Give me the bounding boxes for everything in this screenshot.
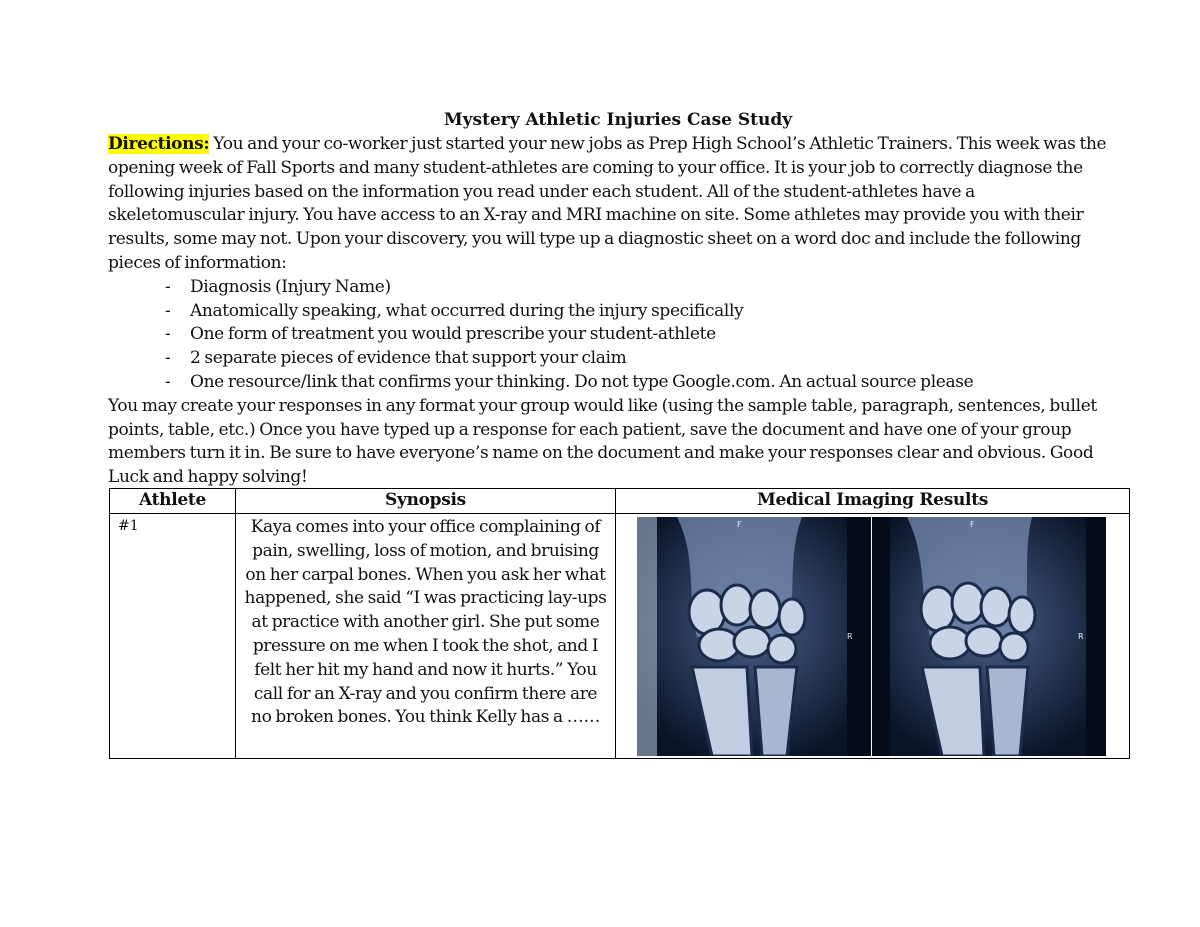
directions-paragraph [108,133,1108,276]
list-item-text: Diagnosis (Injury Name) [190,276,391,297]
page-title: Mystery Athletic Injuries Case Study [443,110,793,130]
list-item-text: One form of treatment you would prescribe your student-athlete [190,324,716,345]
directions-label: Directions: [108,134,210,154]
imaging-cell [616,514,1130,759]
list-item [108,371,1108,395]
list-item-text: One resource/link that confirms your thinking. Do not type Google.com. An actual source please [190,371,974,392]
mri-scan-right-image [872,517,1106,756]
directions-block [108,133,1108,490]
scan-marker-top: F [970,520,975,529]
synopsis-cell: Kaya comes into your office complaining of pain, swelling, loss of motion, and bruising on her carpal bones. When you ask her what happened, she said “I was practicing lay-ups at practice with another girl. She put some pressure on me when I took the shot, and I felt her hit my hand and now it hurts.” You call for an X-ray and you confirm there are no broken bones. You think Kelly has a …… [236,514,616,759]
list-item [108,323,1108,347]
list-dash: - [165,300,171,321]
header-synopsis: Synopsis [236,489,616,514]
table-header-row [110,489,1130,514]
scan-marker-side: R [1078,632,1084,641]
closing-paragraph: You may create your responses in any format your group would like (using the sample table, paragraph, sentences, bullet points, table, etc.) Once you have typed up a response for each patient, save the document and have one of your group members turn it in. Be sure to have everyone’s name on the document and make your responses clear and obvious. Good Luck and happy solving! [108,395,1097,488]
directions-text: You and your co-worker just started your new jobs as Prep High School’s Athletic Trainers. This week was the opening week of Fall Sports and many student-athletes are coming to your office. It is your job to correctly diagnose the following injuries based on the information you read under each student. All of the student-athletes have a skeletomuscular injury. You have access to an X-ray and MRI machine on site. Some athletes may provide you with their results, some may not. Upon your discovery, you will type up a diagnostic sheet on a word doc and include the following pieces of information: [108,134,1107,273]
scan-marker-top: F [737,520,742,529]
list-dash: - [165,324,171,345]
case-table [109,488,1130,759]
table-row [110,514,1130,759]
list-item-text: Anatomically speaking, what occurred during the injury specifically [190,300,744,321]
list-item-text: 2 separate pieces of evidence that support your claim [190,348,627,369]
scan-marker-side: R [847,632,853,641]
list-item [108,276,1108,300]
athlete-cell: #1 [110,514,236,759]
list-item [108,300,1108,324]
list-dash: - [165,276,171,297]
requirements-list [108,276,1108,395]
list-dash: - [165,371,171,392]
header-imaging: Medical Imaging Results [616,489,1130,514]
list-item [108,347,1108,371]
mri-scan-left-image [637,517,871,756]
list-dash: - [165,348,171,369]
header-athlete: Athlete [110,489,236,514]
